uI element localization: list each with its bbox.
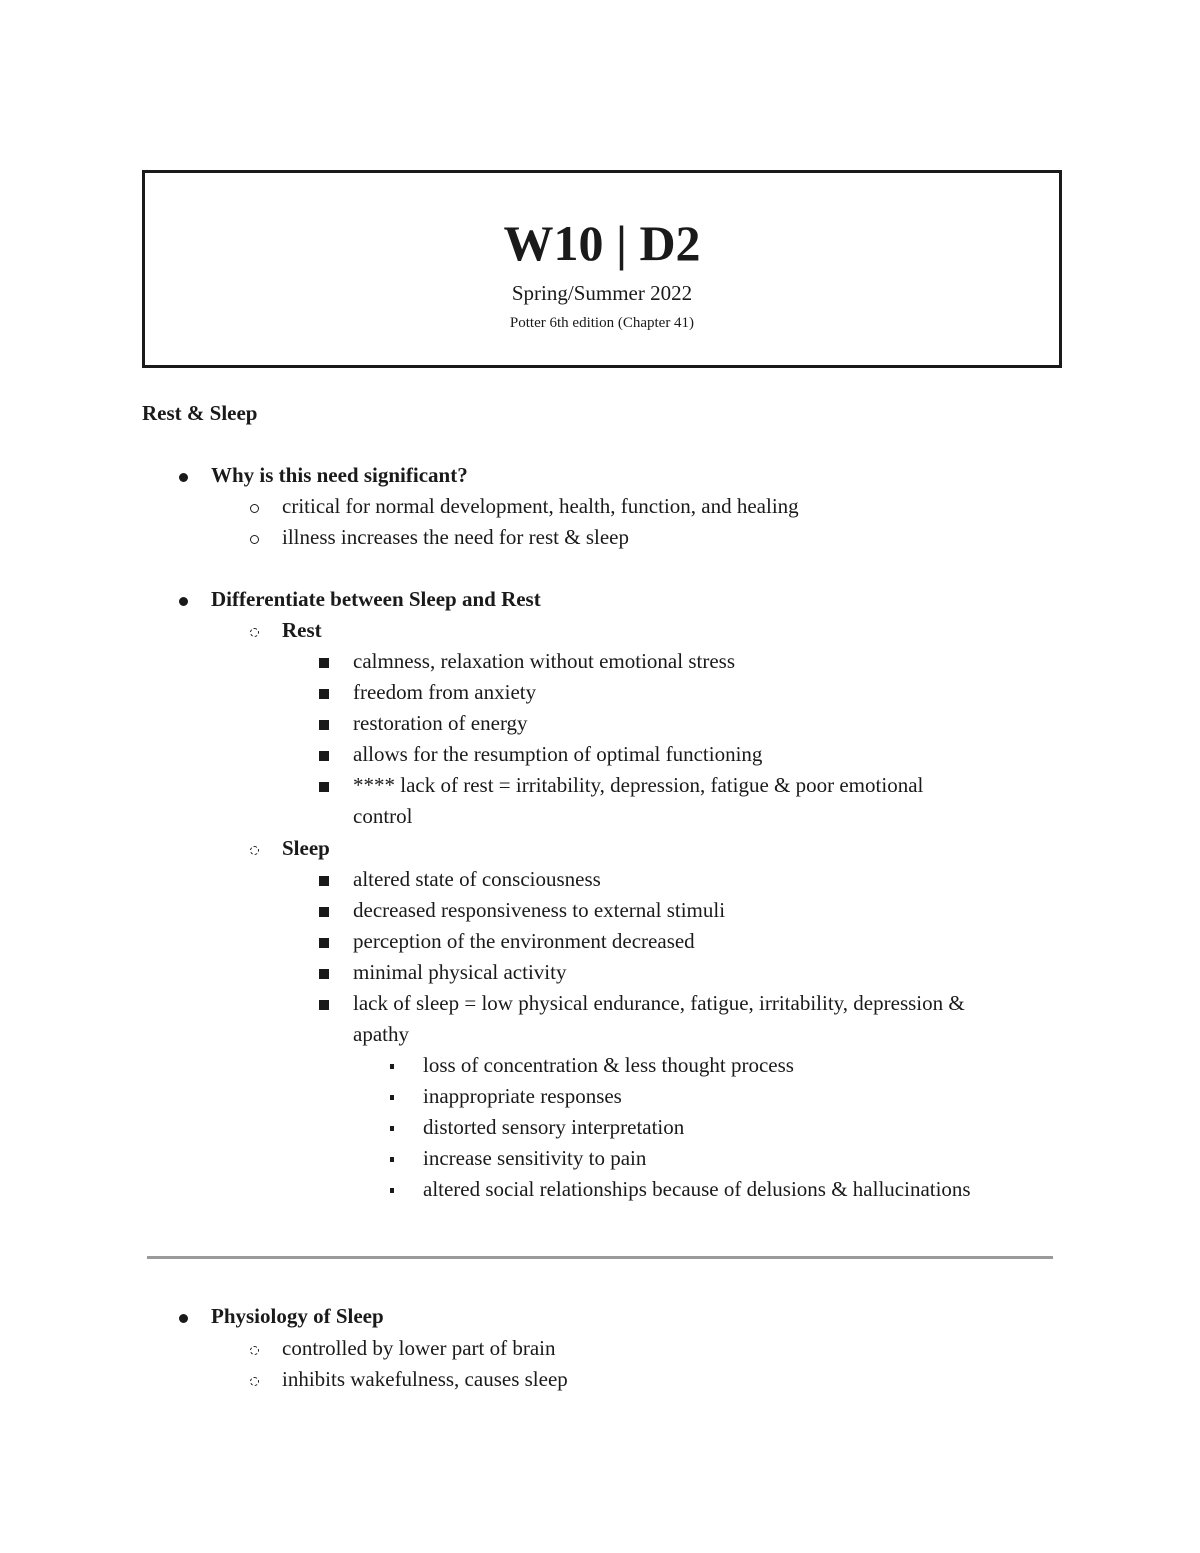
bullet-square-icon xyxy=(319,969,329,979)
bullet-dot-icon xyxy=(179,597,188,606)
list-item: controlled by lower part of brain xyxy=(282,1336,556,1360)
list-item: perception of the environment decreased xyxy=(353,929,695,953)
list-item: minimal physical activity xyxy=(353,960,567,984)
bullet-dot-icon xyxy=(179,473,188,482)
bullet-square-icon xyxy=(319,782,329,792)
bullet-square-icon xyxy=(319,689,329,699)
list-item: distorted sensory interpretation xyxy=(423,1115,685,1139)
bullet-small-square-icon xyxy=(390,1064,394,1069)
list-item-continuation: apathy xyxy=(353,1022,409,1046)
list-item: allows for the resumption of optimal functioning xyxy=(353,742,763,766)
header-box xyxy=(142,170,1062,368)
bullet-square-icon xyxy=(319,938,329,948)
bullet-square-icon xyxy=(319,1000,329,1010)
list-item: illness increases the need for rest & sleep xyxy=(282,525,629,549)
bullet-circle-icon xyxy=(250,846,259,855)
list-item: inhibits wakefulness, causes sleep xyxy=(282,1367,568,1391)
list-item: increase sensitivity to pain xyxy=(423,1146,647,1170)
bullet-small-square-icon xyxy=(390,1188,394,1193)
bullet-square-icon xyxy=(319,751,329,761)
list-item: freedom from anxiety xyxy=(353,680,537,704)
list-item: altered state of consciousness xyxy=(353,867,601,891)
differentiate-heading: Differentiate between Sleep and Rest xyxy=(211,587,541,611)
bullet-small-square-icon xyxy=(390,1157,394,1162)
list-item: altered social relationships because of delusions & hallucinations xyxy=(423,1177,971,1201)
bullet-square-icon xyxy=(319,907,329,917)
list-item: loss of concentration & less thought process xyxy=(423,1053,794,1077)
sleep-label: Sleep xyxy=(282,836,330,860)
significance-heading: Why is this need significant? xyxy=(211,463,468,487)
list-item: critical for normal development, health, function, and healing xyxy=(282,494,799,518)
list-item-continuation: control xyxy=(353,804,413,828)
bullet-circle-icon xyxy=(250,504,259,513)
bullet-square-icon xyxy=(319,658,329,668)
list-item: restoration of energy xyxy=(353,711,528,735)
physiology-heading: Physiology of Sleep xyxy=(211,1304,384,1328)
section-divider xyxy=(147,1256,1053,1259)
term-label: Spring/Summer 2022 xyxy=(511,281,693,305)
section-title: Rest & Sleep xyxy=(142,401,258,425)
reference-label: Potter 6th edition (Chapter 41) xyxy=(509,315,695,331)
list-item: lack of sleep = low physical endurance, fatigue, irritability, depression & xyxy=(353,991,965,1015)
rest-label: Rest xyxy=(282,618,322,642)
bullet-square-icon xyxy=(319,720,329,730)
page-title: W10 | D2 xyxy=(503,215,701,271)
bullet-circle-icon xyxy=(250,1346,259,1355)
bullet-small-square-icon xyxy=(390,1126,394,1131)
bullet-circle-icon xyxy=(250,628,259,637)
bullet-square-icon xyxy=(319,876,329,886)
bullet-dot-icon xyxy=(179,1314,188,1323)
bullet-circle-icon xyxy=(250,1377,259,1386)
bullet-circle-icon xyxy=(250,535,259,544)
list-item: inappropriate responses xyxy=(423,1084,622,1108)
list-item: calmness, relaxation without emotional stress xyxy=(353,649,735,673)
list-item: **** lack of rest = irritability, depression, fatigue & poor emotional xyxy=(353,773,924,797)
bullet-small-square-icon xyxy=(390,1095,394,1100)
list-item: decreased responsiveness to external stimuli xyxy=(353,898,726,922)
